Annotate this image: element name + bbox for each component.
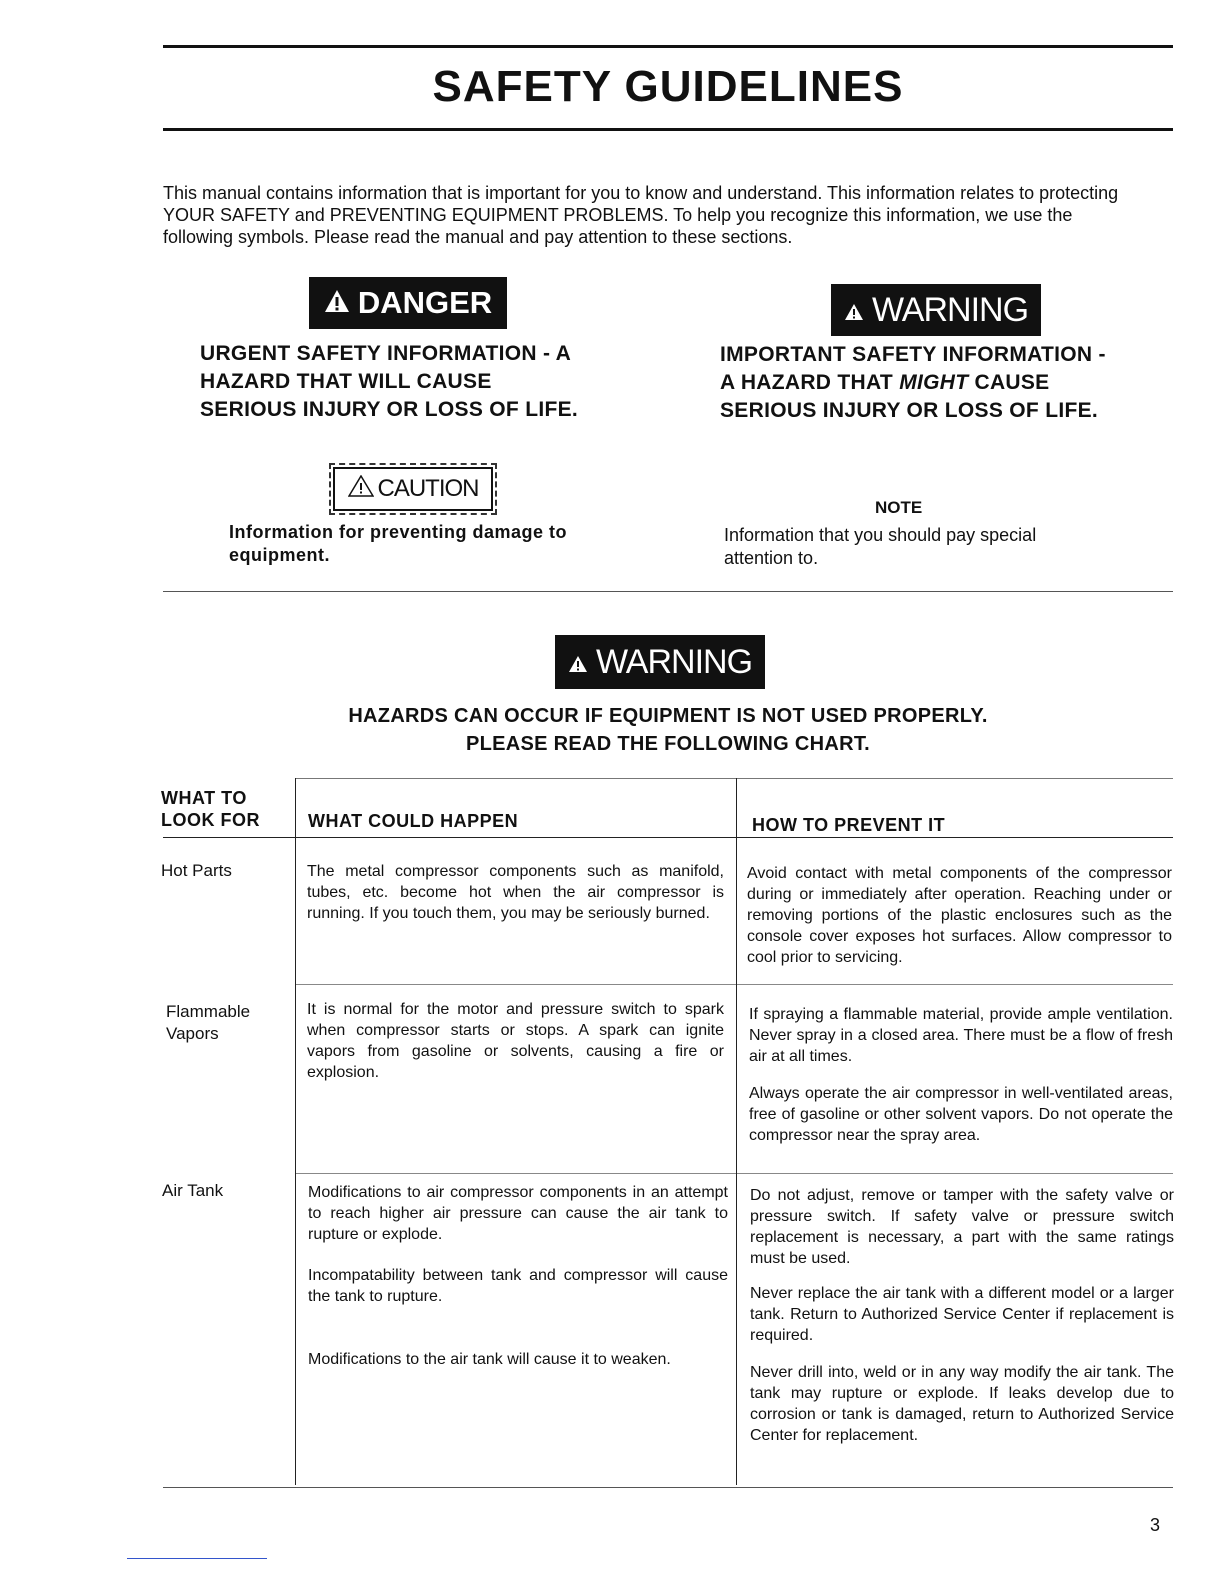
section-divider — [163, 591, 1173, 592]
table-cell — [749, 1004, 1173, 1162]
row-label-flammable-vapors — [166, 1001, 250, 1045]
col-header-look-line-2: LOOK FOR — [161, 810, 260, 830]
col-header-what-could-happen: WHAT COULD HAPPEN — [308, 811, 519, 831]
hazard-text: Modifications to the air tank will cause it to weaken. — [308, 1351, 671, 1368]
col-header-look-line-1: WHAT TO — [161, 788, 247, 808]
warning-line-2c: CAUSE — [968, 371, 1050, 394]
table-cell — [308, 1182, 728, 1386]
warning-triangle-icon — [568, 643, 588, 682]
title-underline — [163, 128, 1173, 131]
hazard-warning-label: WARNING — [595, 642, 753, 681]
hazard-text: Modifications to air compressor components in an attempt to reach higher air pressure can cause the air tank to rupture or explode. — [308, 1184, 728, 1243]
prevention-text: Never replace the air tank with a different model or a larger tank. Return to Authorized Service Center if replacement is required. — [750, 1285, 1174, 1344]
prevention-text: Always operate the air compressor in well-ventilated areas, free of gasoline or other solvent vapors. Do not operate the compressor near the spray area. — [749, 1085, 1173, 1144]
row-label-hot-parts: Hot Parts — [161, 861, 232, 880]
row-label-line-1: Flammable — [166, 1002, 251, 1021]
table-header-rule — [163, 837, 1173, 838]
warning-badge — [831, 284, 1041, 336]
page-number: 3 — [1150, 1515, 1161, 1535]
prevention-text: Do not adjust, remove or tamper with the safety valve or pressure switch. If safety valve or pressure switch replacement is necessary, a part with the same ratings must be used. — [750, 1187, 1174, 1267]
warning-description — [720, 341, 1106, 425]
top-rule — [163, 45, 1173, 48]
prevention-text: Never drill into, weld or in any way modify the air tank. The tank may rupture or explode. If leaks develop due to corrosion or tank is damaged, return to Authorized Service Center for replacement. — [750, 1364, 1174, 1444]
hazard-warning-badge — [555, 635, 765, 689]
warning-label: WARNING — [871, 290, 1029, 329]
decorative-underline — [127, 1558, 267, 1559]
caution-badge — [333, 467, 493, 511]
warning-line-1: IMPORTANT SAFETY INFORMATION - — [720, 343, 1106, 366]
intro-line-3: following symbols. Please read the manual and pay attention to these sections. — [163, 227, 793, 247]
column-divider — [736, 778, 737, 1485]
table-cell — [750, 1185, 1174, 1462]
column-divider — [295, 778, 296, 1485]
danger-label: DANGER — [357, 285, 493, 320]
warning-triangle-icon — [324, 285, 350, 321]
prevention-text: If spraying a flammable material, provide ample ventilation. Never spray in a closed area. There must be a flow of fresh air at all times. — [749, 1006, 1173, 1065]
danger-line-1: URGENT SAFETY INFORMATION - A — [200, 342, 572, 365]
table-cell — [307, 999, 724, 1099]
warning-line-2-emphasis: MIGHT — [899, 371, 969, 394]
warning-triangle-icon — [844, 291, 864, 330]
caution-triangle-icon — [348, 475, 374, 504]
row-divider — [296, 984, 1173, 985]
page-title: SAFETY GUIDELINES — [432, 62, 904, 111]
intro-line-1: This manual contains information that is important for you to know and understand. This information relates to protecting — [163, 183, 1119, 203]
caution-description: Information for preventing damage to equipment. — [229, 522, 568, 565]
prevention-text: Avoid contact with metal components of the compressor during or immediately after operation. Reaching under or removing portions of the plastic enclosures such as the console cover exposes hot surfaces. Allow compressor to cool prior to servicing. — [747, 865, 1172, 966]
danger-description — [200, 340, 578, 424]
row-divider — [296, 1173, 1173, 1174]
col-header-how-to-prevent: HOW TO PREVENT IT — [752, 815, 946, 835]
caution-label: CAUTION — [377, 475, 479, 502]
note-description: Information that you should pay special attention to. — [724, 525, 1037, 568]
table-bottom-rule — [163, 1487, 1173, 1488]
hazard-text: The metal compressor components such as manifold, tubes, etc. become hot when the air compressor is running. If you touch them, you may be seriously burned. — [307, 863, 724, 922]
hazard-text: Incompatability between tank and compressor will cause the tank to rupture. — [308, 1267, 728, 1305]
hazard-heading-1: HAZARDS CAN OCCUR IF EQUIPMENT IS NOT USED PROPERLY. — [348, 705, 988, 727]
table-cell — [747, 863, 1172, 984]
note-title: NOTE — [875, 498, 923, 517]
warning-line-3: SERIOUS INJURY OR LOSS OF LIFE. — [720, 399, 1099, 422]
hazard-text: It is normal for the motor and pressure switch to spark when compressor starts or stops. A spark can ignite vapors from gasoline or solvents, causing a fire or explosion. — [307, 1001, 724, 1081]
col-header-look-for — [161, 787, 260, 831]
intro-line-2: YOUR SAFETY and PREVENTING EQUIPMENT PROBLEMS. To help you recognize this information, we use the — [163, 205, 1073, 225]
danger-line-2: HAZARD THAT WILL CAUSE — [200, 370, 492, 393]
danger-line-3: SERIOUS INJURY OR LOSS OF LIFE. — [200, 398, 579, 421]
hazard-heading-2: PLEASE READ THE FOLLOWING CHART. — [465, 733, 871, 755]
intro-paragraph — [163, 182, 1175, 248]
table-top-rule — [296, 778, 1173, 779]
row-label-air-tank: Air Tank — [162, 1181, 224, 1200]
warning-line-2 — [720, 369, 1106, 397]
row-label-line-2: Vapors — [166, 1024, 219, 1043]
warning-line-2a: A HAZARD THAT — [720, 371, 900, 394]
danger-badge — [309, 277, 507, 329]
table-cell — [307, 861, 724, 940]
